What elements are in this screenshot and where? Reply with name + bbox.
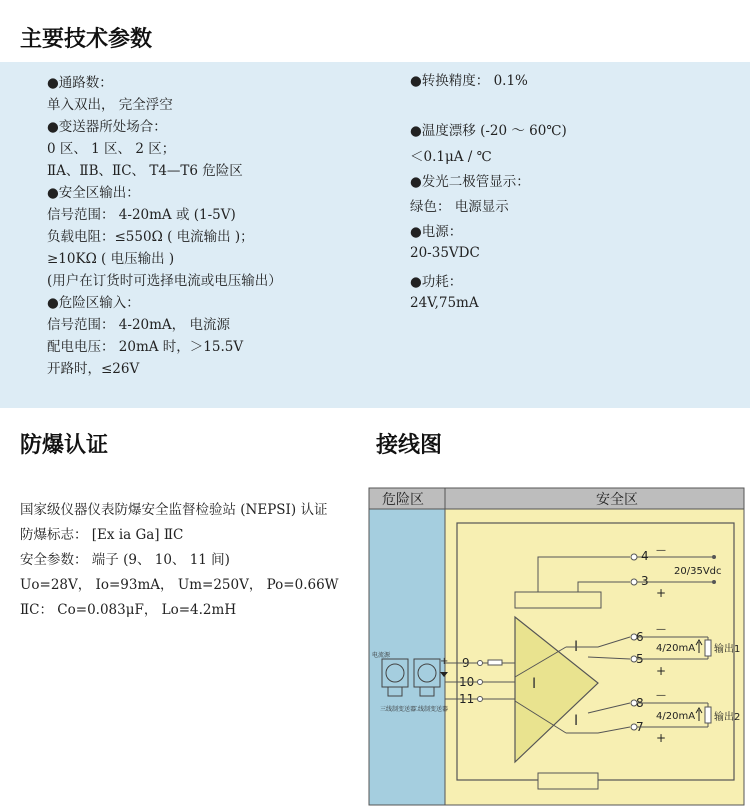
spec-line: 负载电阻：≤550Ω ( 电流输出 )；: [47, 229, 254, 245]
terminal-6: 6: [636, 630, 644, 644]
spec-line: ⅡA、ⅡB、ⅡC、 T4—T6 危险区: [47, 163, 243, 179]
wiring-section-title: 接线图: [376, 433, 443, 458]
hazard-label: 危险区: [382, 492, 424, 508]
out2-label: 输出2: [714, 712, 741, 723]
spec-line: ●温度漂移 (-20 ～ 60℃): [410, 123, 567, 139]
terminal-5: 5: [636, 652, 644, 666]
explosion-line: ⅡC： Co=0.083μF， Lo=4.2mH: [20, 602, 237, 618]
spec-line: 配电电压： 20mA 时，＞15.5V: [47, 339, 244, 355]
amp-out2-label: I: [574, 713, 579, 729]
explosion-line: 国家级仪器仪表防爆安全监督检验站 (NEPSI) 认证: [20, 502, 328, 518]
out2-plus: +: [656, 731, 667, 745]
spec-line: ●变送器所处场合：: [47, 119, 167, 135]
spec-line: ●安全区输出：: [47, 185, 140, 201]
hazard-zone: [369, 488, 445, 805]
terminal-3: 3: [641, 574, 649, 588]
spec-line: ●功耗：: [410, 274, 463, 290]
amp-out1-label: I: [574, 639, 579, 655]
spec-line: (用户在订货时可选择电流或电压输出）: [47, 273, 282, 289]
out1-label: 输出1: [714, 644, 741, 655]
hazard-plus: +: [440, 656, 449, 667]
out1-current: 4/20mA: [656, 643, 696, 654]
power-plus: +: [656, 586, 667, 600]
zone-header: [369, 488, 744, 509]
power-minus: —: [656, 545, 666, 556]
specs-section-title: 主要技术参数: [20, 27, 153, 52]
power-label: 20/35Vdc: [674, 566, 722, 577]
spec-line: ●危险区输入：: [47, 295, 140, 311]
out2-minus: —: [656, 690, 666, 701]
transmitter-3wire-label: 三线制变送器: [380, 706, 417, 713]
terminal-4: 4: [641, 549, 649, 563]
terminal-11: 11: [459, 692, 475, 706]
input-resistor: [488, 660, 502, 665]
spec-line: 24V,75mA: [410, 295, 479, 311]
spec-line: 0 区、 1 区、 2 区；: [47, 141, 176, 157]
power-block: [515, 592, 601, 608]
spec-line: 开路时，≤26V: [47, 361, 140, 377]
spec-line: 绿色： 电源显示: [410, 199, 509, 215]
out2-load-resistor: [705, 707, 711, 723]
terminal-7: 7: [636, 720, 644, 734]
spec-line: 信号范围： 4-20mA 或 (1-5V): [47, 207, 236, 223]
spec-line: ●通路数：: [47, 75, 113, 91]
out1-load-resistor: [705, 640, 711, 656]
out1-minus: —: [656, 624, 666, 635]
explosion-line: 安全参数： 端子 (9、 10、 11 间): [20, 552, 230, 568]
spec-line: 20-35VDC: [410, 245, 480, 261]
spec-line: 信号范围： 4-20mA， 电流源: [47, 317, 230, 333]
explosion-line: Uo=28V， Io=93mA， Um=250V， Po=0.66W: [20, 577, 339, 593]
terminal-9: 9: [462, 656, 470, 670]
spec-line: 单入双出， 完全浮空: [47, 97, 173, 113]
spec-line: ●发光二极管显示：: [410, 174, 530, 190]
out1-plus: +: [656, 664, 667, 678]
terminal-8: 8: [636, 696, 644, 710]
wiring-diagram: [368, 487, 746, 807]
spec-line: ≥10KΩ ( 电压输出 ): [47, 251, 175, 267]
explosion-line: 防爆标志： [Ex ia Ga] ⅡC: [20, 527, 184, 543]
spec-line: ●转换精度： 0.1%: [410, 73, 528, 89]
spec-line: ＜0.1μA / ℃: [410, 149, 492, 165]
explosion-section-title: 防爆认证: [20, 433, 109, 458]
terminal-10: 10: [459, 675, 475, 689]
out2-current: 4/20mA: [656, 711, 696, 722]
transmitter-2wire-label: 二线制变送器: [412, 706, 449, 713]
safe-label: 安全区: [596, 492, 638, 508]
amp-in-label: I: [532, 676, 537, 692]
side-label: 电流源: [372, 652, 391, 659]
spec-line: ●电源：: [410, 224, 463, 240]
